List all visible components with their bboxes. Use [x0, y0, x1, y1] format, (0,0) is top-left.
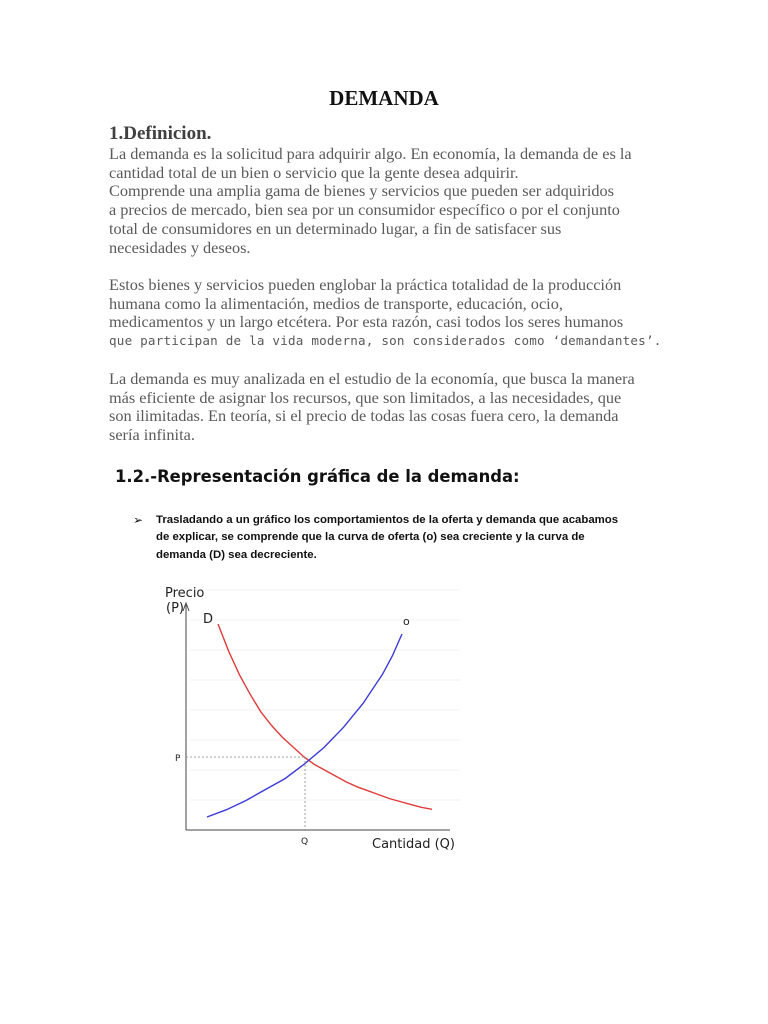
text-line: Estos bienes y servicios pueden englobar la práctica totalidad de la producción	[109, 275, 622, 294]
series-label-o: o	[403, 615, 410, 628]
text-line: La demanda es muy analizada en el estudio de la economía, que busca la manera	[109, 369, 635, 388]
text-line: La demanda es la solicitud para adquirir algo. En economía, la demanda de es la	[109, 144, 632, 163]
text-line: medicamentos y un largo etcétera. Por esta razón, casi todos los seres humanos	[109, 312, 624, 332]
text-line: son ilimitadas. En teoría, si el precio de todas las cosas fuera cero, la demanda	[109, 406, 619, 426]
document-title: DEMANDA	[329, 86, 439, 110]
bullet-arrow-icon: ➢	[133, 513, 144, 527]
y-tick-label: P	[175, 754, 181, 764]
text-line: total de consumidores en un determinado lugar, a fin de satisfacer sus	[109, 218, 562, 238]
text-line: necesidades y deseos.	[109, 237, 251, 257]
series-o-curve	[207, 634, 402, 817]
y-axis-label-unit: (P)	[166, 601, 184, 616]
section-heading-definicion: 1.Definicion.	[109, 123, 212, 144]
x-axis-label: Cantidad (Q)	[372, 837, 455, 852]
text-line: Trasladando a un gráfico los comportamientos de la oferta y demanda que acabamos	[156, 514, 619, 526]
text-line: sería infinita.	[109, 425, 195, 445]
text-line: cantidad total de un bien o servicio que la gente desea adquirir.	[109, 162, 519, 182]
series-label-d: D	[203, 612, 214, 627]
text-line: que participan de la vida moderna, son considerados como ‘demandantes’.	[109, 333, 662, 349]
text-line: demanda (D) sea decreciente.	[156, 548, 317, 561]
series-d-curve	[218, 624, 432, 809]
text-line: Comprende una amplia gama de bienes y servicios que pueden ser adquiridos	[109, 181, 615, 201]
section-heading-representacion: 1.2.-Representación gráfica de la demanda:	[115, 467, 520, 486]
text-line: de explicar, se comprende que la curva de oferta (o) sea creciente y la curva de	[156, 531, 585, 544]
y-axis-label: Precio	[165, 586, 205, 601]
text-line: a precios de mercado, bien sea por un consumidor específico o por el conjunto	[109, 200, 620, 220]
text-line: más eficiente de asignar los recursos, que son limitados, a las necesidades, que	[109, 387, 622, 407]
text-line: humana como la alimentación, medios de transporte, educación, ocio,	[109, 293, 563, 313]
x-tick-label: Q	[301, 837, 309, 847]
